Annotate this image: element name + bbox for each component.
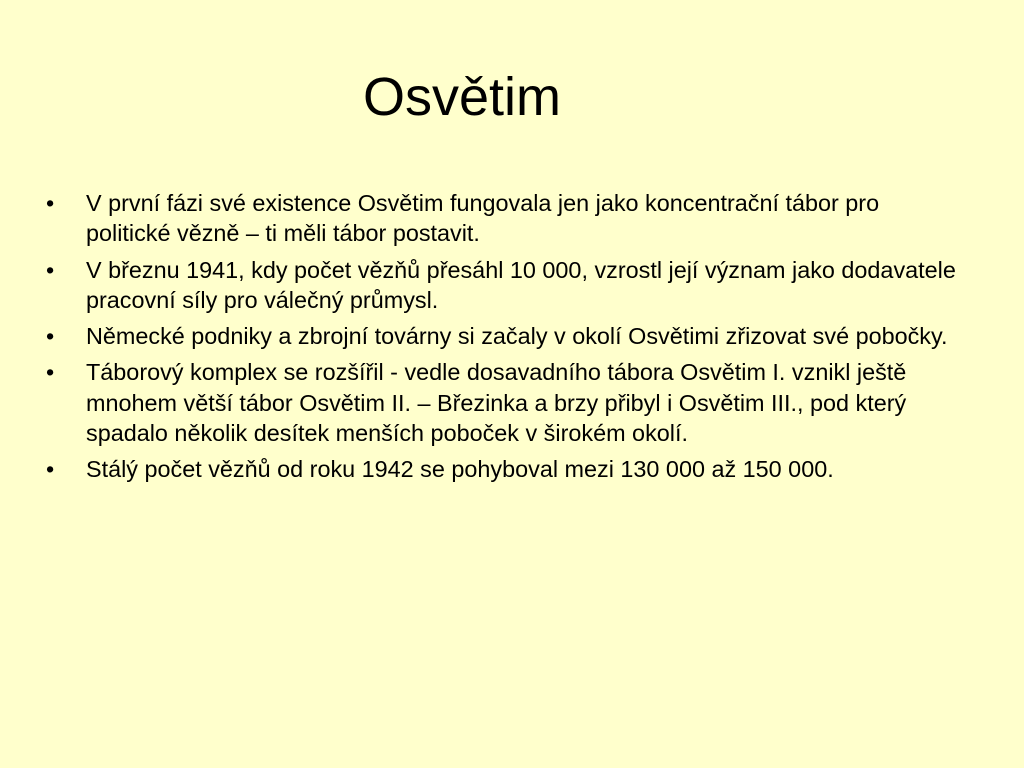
bullet-item [46,255,966,316]
bullet-item [46,454,966,484]
bullet-list [46,188,966,491]
bullet-text: Německé podniky a zbrojní továrny si začaly v okolí Osvětimi zřizovat své pobočky. [86,323,948,350]
bullet-text: V první fázi své existence Osvětim fungovala jen jako koncentrační tábor pro politické vězně – ti měli tábor postavit. [86,190,880,247]
slide-title: Osvětim [362,67,562,127]
bullet-item [46,188,966,249]
bullet-marker: • [46,456,55,483]
bullet-marker: • [46,323,55,350]
bullet-item [46,321,966,351]
bullet-text: V březnu 1941, kdy počet vězňů přesáhl 10 000, vzrostl její význam jako dodavatele pracovní síly pro válečný průmysl. [86,256,956,313]
bullet-text: Stálý počet vězňů od roku 1942 se pohyboval mezi 130 000 až 150 000. [86,456,834,483]
bullet-marker: • [46,256,55,283]
bullet-marker: • [46,190,55,216]
bullet-item [46,357,966,448]
bullet-text: Táborový komplex se rozšířil - vedle dosavadního tábora Osvětim I. vznikl ještě mnohem větší tábor Osvětim II. – Březinka a brzy přibyl i Osvětim III., pod který spadalo několik desítek menších poboček v širokém okolí. [86,359,907,447]
bullet-marker: • [46,359,55,386]
